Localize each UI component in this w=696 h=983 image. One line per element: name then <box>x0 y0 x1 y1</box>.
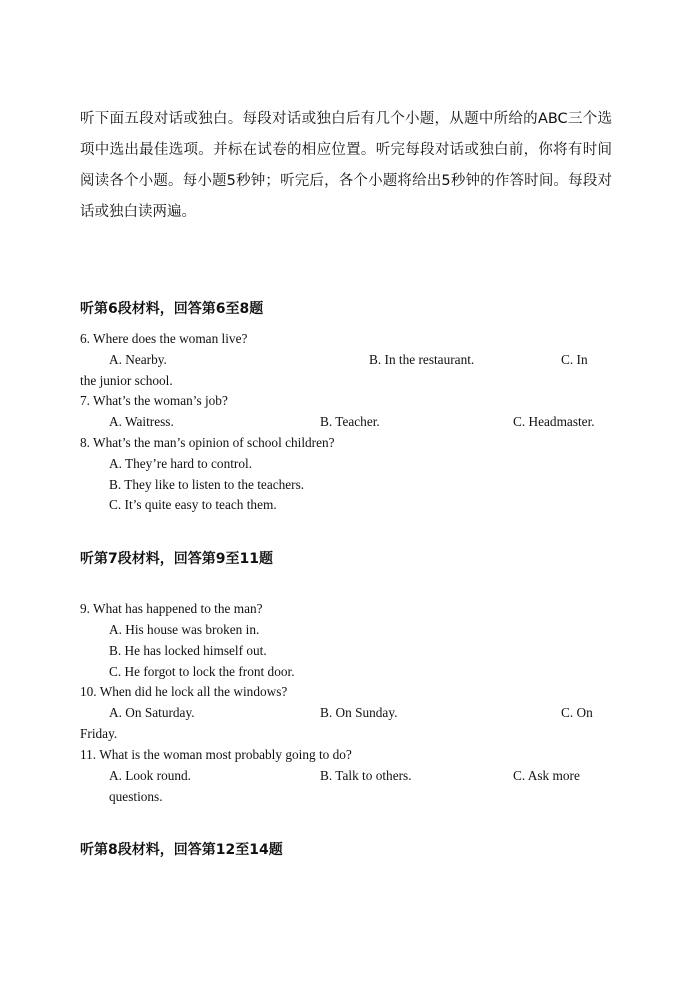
question-9-option-a: A. His house was broken in. <box>109 622 260 637</box>
question-10-option-c-continued: Friday. <box>80 726 118 741</box>
instructions-paragraph: 听下面五段对话或独白。每段对话或独白后有几个小题，从题中所给的ABC三个选项中选出最佳选项。并标在试卷的相应位置。听完每段对话或独白前，你将有时间阅读各个小题。每小题5秒钟；听完后，各个小题将给出5秒钟的作答时间。每段对话或独白读两遍。 <box>80 111 612 220</box>
section-heading-8: 听第8段材料，回答第12至14题 <box>80 842 283 858</box>
question-7-option-b: B. Teacher. <box>320 414 380 429</box>
question-6-option-a: A. Nearby. <box>109 352 167 367</box>
question-11-option-c-continued: questions. <box>109 789 163 804</box>
question-10-option-a: A. On Saturday. <box>109 705 195 720</box>
question-8-option-a: A. They’re hard to control. <box>109 456 253 471</box>
question-7: 7. What’s the woman’s job? <box>80 393 228 408</box>
question-9: 9. What has happened to the man? <box>80 601 263 616</box>
question-8-option-c: C. It’s quite easy to teach them. <box>109 497 277 512</box>
question-10-option-b: B. On Sunday. <box>320 705 398 720</box>
question-6-option-c: C. In <box>561 352 588 367</box>
question-6-option-c-continued: the junior school. <box>80 373 173 388</box>
question-6: 6. Where does the woman live? <box>80 331 248 346</box>
question-7-option-c: C. Headmaster. <box>513 414 595 429</box>
question-11-option-c: C. Ask more <box>513 768 580 783</box>
question-9-option-c: C. He forgot to lock the front door. <box>109 664 295 679</box>
question-11-option-a: A. Look round. <box>109 768 191 783</box>
question-11-option-b: B. Talk to others. <box>320 768 412 783</box>
section-heading-6: 听第6段材料，回答第6至8题 <box>80 301 264 317</box>
question-6-option-b: B. In the restaurant. <box>369 352 475 367</box>
question-10-option-c: C. On <box>561 705 593 720</box>
question-8-option-b: B. They like to listen to the teachers. <box>109 477 305 492</box>
question-7-option-a: A. Waitress. <box>109 414 174 429</box>
question-11: 11. What is the woman most probably going to do? <box>80 747 352 762</box>
question-10: 10. When did he lock all the windows? <box>80 684 288 699</box>
section-heading-7: 听第7段材料，回答第9至11题 <box>80 551 273 567</box>
question-8: 8. What’s the man’s opinion of school children? <box>80 435 335 450</box>
question-9-option-b: B. He has locked himself out. <box>109 643 267 658</box>
